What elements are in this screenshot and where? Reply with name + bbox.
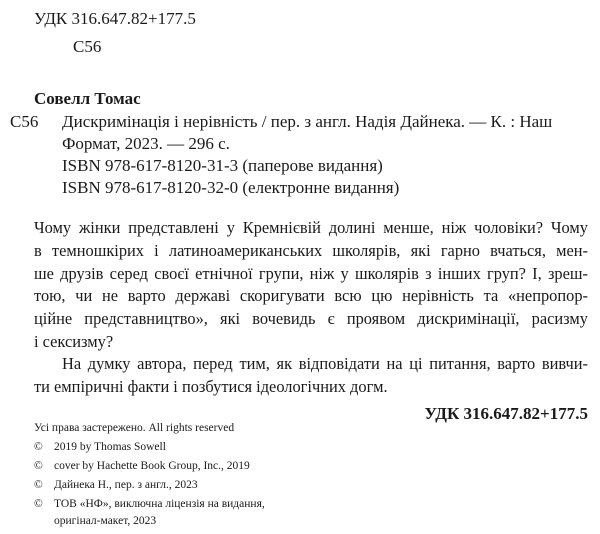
author-heading: Совелл Томас [34, 89, 141, 108]
annotation-line: ше друзів серед своєї етнічної групи, ніж у школярів з інших груп? І, зреш- [34, 263, 588, 283]
annotation-line: ційне представництво», які вочевидь є проявом дискримінації, расизму [34, 309, 588, 329]
annotation-line: На думку автора, перед тим, як відповідати на ці питання, варто вивчи- [62, 354, 588, 373]
title-line-1: Дискримінація і нерівність / пер. з англ. Надія Дайнека. — К. : Наш [62, 112, 553, 131]
copyright-line [34, 480, 198, 492]
annotation-line: тою, чи не варто державі скоригувати всю цю нерівність та «непропор- [34, 286, 588, 306]
copyright-line [34, 442, 166, 454]
copyright-symbol: © [34, 479, 43, 491]
udk-code-top: УДК 316.647.82+177.5 [34, 9, 196, 28]
annotation-line: Чому жінки представлені у Кремнієвій долині менше, ніж чоловіки? Чому [34, 218, 588, 237]
rights-notice: Усі права застережено. All rights reserved [34, 422, 235, 434]
annotation-paragraph-2 [34, 353, 588, 399]
copyright-text: 2019 by Thomas Sowell [54, 441, 166, 453]
annotation-line: і сексизму? [34, 331, 114, 351]
copyright-symbol: © [34, 460, 43, 472]
title-line-2: Формат, 2023. — 296 с. [62, 134, 230, 153]
annotation-paragraph-1 [34, 217, 588, 354]
annotation-line: в темношкірих і латиноамериканських школярів, які гарно вчаться, мен- [34, 240, 588, 260]
author-mark-top: С56 [73, 37, 102, 56]
udk-code-bottom: УДК 316.647.82+177.5 [424, 404, 588, 423]
copyright-symbol: © [34, 441, 43, 453]
copyright-line [34, 499, 265, 511]
copyright-text: ТОВ «НФ», виключна ліцензія на видання, [54, 498, 265, 510]
record-author-mark: С56 [10, 112, 39, 131]
copyright-continuation: оригінал-макет, 2023 [54, 515, 157, 527]
copyright-text: Дайнека Н., пер. з англ., 2023 [54, 479, 198, 491]
copyright-text: cover by Hachette Book Group, Inc., 2019 [54, 460, 250, 472]
isbn-electronic: ISBN 978-617-8120-32-0 (електронне видання) [62, 178, 400, 197]
copyright-line [34, 461, 250, 473]
isbn-paper: ISBN 978-617-8120-31-3 (паперове видання) [62, 156, 383, 175]
copyright-symbol: © [34, 498, 43, 510]
annotation-line: ти емпіричні факти і позбутися ідеологічних догм. [34, 376, 388, 396]
